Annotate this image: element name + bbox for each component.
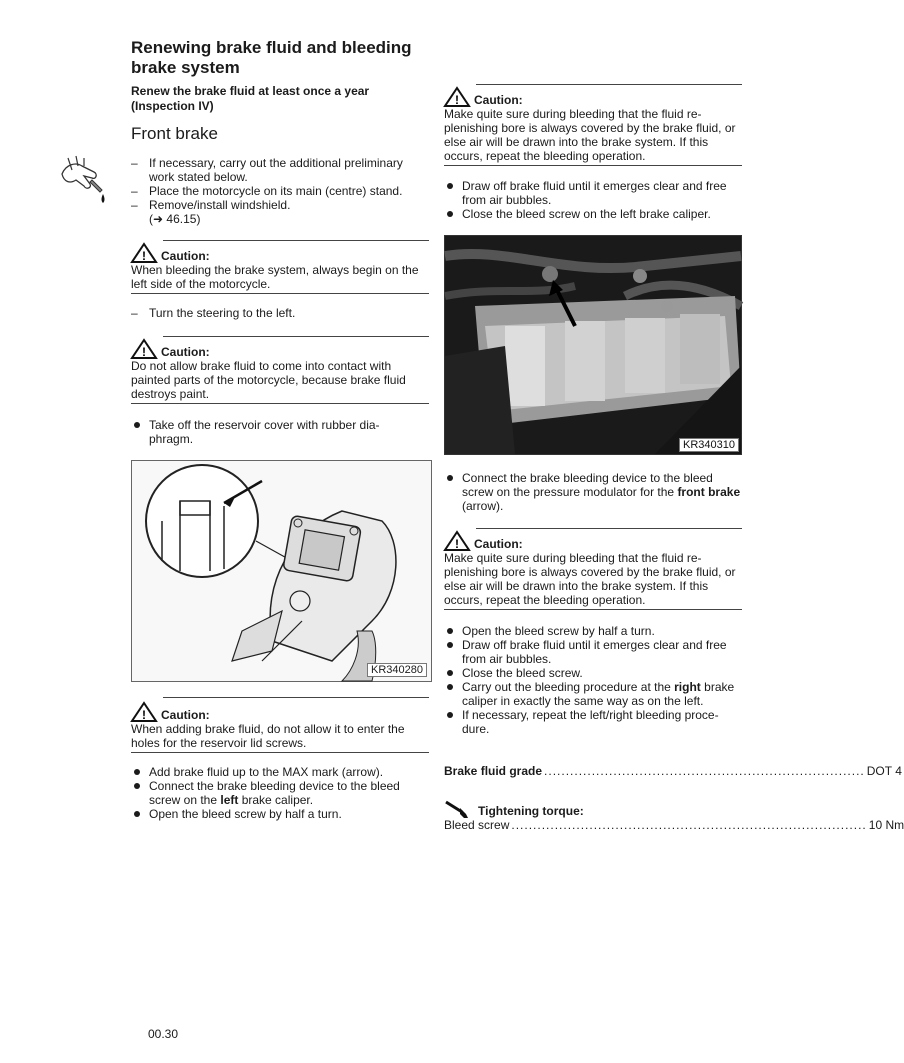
caution-text: Make quite sure during bleeding that the fluid re- plenishing bore is always covered by the brake fluid, or else air will be drawn into the brake system. If this occurs, repeat the bleeding operation. [444,107,736,163]
torque-label: Bleed screw [444,818,510,832]
hand-oil-icon [56,150,114,208]
figure-label: KR340310 [679,438,739,452]
list-item: If necessary, repeat the left/right bleeding proce- dure. [444,708,742,736]
cross-reference: (➜ 46.15) [149,212,201,226]
torque-heading: Tightening torque: [478,804,584,818]
list-item: Connect the brake bleeding device to the bleed screw on the pressure modulator for the front brake (arrow). [444,471,742,513]
caution-label: Caution: [474,93,523,107]
warning-triangle-icon [131,243,157,263]
caution-text: Make quite sure during bleeding that the fluid re- plenishing bore is always covered by the brake fluid, or else air will be drawn into the brake system. If this occurs, repeat the bleeding operation. [444,551,736,607]
figure-label: KR340280 [367,663,427,677]
warning-triangle-icon [444,87,470,107]
warning-triangle-icon [444,531,470,551]
caution-box-5 [444,528,742,610]
list-item: Add brake fluid up to the MAX mark (arrow). [131,765,431,779]
svg-text:!: ! [142,249,146,263]
svg-text:!: ! [142,708,146,722]
page-title: Renewing brake fluid and bleeding brake system [131,38,412,77]
modulator-illustration [445,236,741,454]
list-item: – Turn the steering to the left. [131,306,431,320]
prelim-steps [131,156,431,226]
brake-fluid-grade: Brake fluid grade .......................................................................... DOT 4 [444,764,902,778]
grade-value: DOT 4 [866,764,902,778]
list-item: Close the bleed screw on the left brake caliper. [444,207,742,221]
torque-row: Bleed screw .................................................................................. 10 Nm [444,818,904,832]
list-item: – Place the motorcycle on its main (centre) stand. [131,184,431,198]
torque-block [444,798,904,832]
right-steps-b [444,624,742,736]
reservoir-figure [131,460,432,682]
caution-text: Do not allow brake fluid to come into contact with painted parts of the motorcycle, because brake fluid destroys paint. [131,359,406,401]
warning-triangle-icon [131,702,157,722]
reservoir-step [131,418,421,446]
list-item: Connect the brake bleeding device to the bleed screw on the left brake caliper. [131,779,431,807]
list-item: Carry out the bleeding procedure at the right brake caliper in exactly the same way as on the left. [444,680,742,708]
svg-text:!: ! [142,345,146,359]
caution-box-2 [131,336,429,404]
caution-label: Caution: [161,345,210,359]
svg-text:!: ! [455,93,459,107]
caution-label: Caution: [474,537,523,551]
torque-value: 10 Nm [868,818,904,832]
connect-step [444,471,742,513]
svg-text:!: ! [455,537,459,551]
reservoir-illustration [132,461,431,681]
right-steps-a [444,179,742,221]
caution-box-3 [131,697,429,753]
list-item: Draw off brake fluid until it emerges clear and free from air bubbles. [444,638,742,666]
list-item: Take off the reservoir cover with rubber dia- phragm. [131,418,421,446]
list-item: Open the bleed screw by half a turn. [131,807,431,821]
torque-wrench-icon [444,798,472,818]
page-subtitle: Renew the brake fluid at least once a year (Inspection IV) [131,84,370,113]
warning-triangle-icon [131,339,157,359]
grade-label: Brake fluid grade [444,764,543,778]
caution-text: When bleeding the brake system, always begin on the left side of the motorcycle. [131,263,419,291]
list-item: Draw off brake fluid until it emerges clear and free from air bubbles. [444,179,742,207]
list-item: Open the bleed screw by half a turn. [444,624,742,638]
page-number: 00.30 [148,1027,179,1041]
list-item: – Remove/install windshield. [131,198,431,212]
turn-step [131,306,431,320]
caution-label: Caution: [161,708,210,722]
modulator-photo [444,235,742,455]
list-item: Close the bleed screw. [444,666,742,680]
caution-label: Caution: [161,249,210,263]
caution-box-4 [444,84,742,166]
arrow-ref-icon: ➜ [153,212,164,226]
left-steps [131,765,431,821]
list-item: – If necessary, carry out the additional preliminary work stated below. [131,156,431,184]
caution-text: When adding brake fluid, do not allow it to enter the holes for the reservoir lid screws. [131,722,405,750]
caution-box-1 [131,240,429,294]
section-heading: Front brake [131,124,218,143]
